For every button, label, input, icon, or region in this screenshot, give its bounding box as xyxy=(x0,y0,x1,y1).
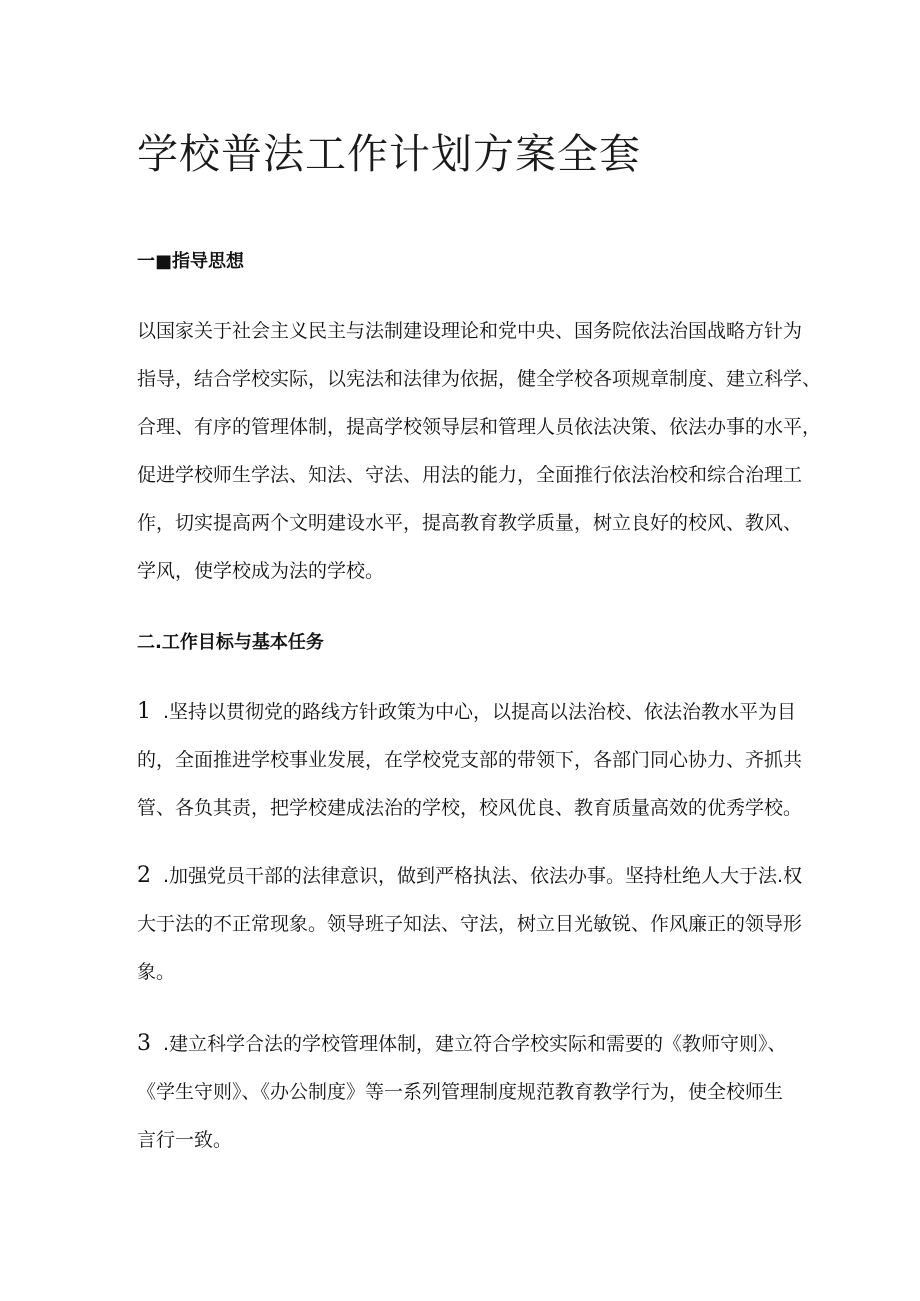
list-item-number: 2 xyxy=(137,863,151,888)
list-item-line: 的，全面推进学校事业发展，在学校党支部的带领下，各部门同心协力、齐抓共 xyxy=(137,749,803,771)
paragraph-line: 合理、有序的管理体制，提高学校领导层和管理人员依法决策、依法办事的水平， xyxy=(137,416,822,438)
paragraph-line: 指导，结合学校实际，以宪法和法律为依据，健全学校各项规章制度、建立科学、 xyxy=(137,368,822,390)
list-item-line: 大于法的不正常现象。领导班子知法、守法，树立目光敏锐、作风廉正的领导形 xyxy=(137,913,803,935)
list-item-line xyxy=(137,1020,807,1068)
list-item-line: 言行一致。 xyxy=(137,1129,233,1151)
list-item-line: 管、各负其责，把学校建成法治的学校，校风优良、教育质量高效的优秀学校。 xyxy=(137,797,803,819)
list-item xyxy=(137,1020,807,1164)
paragraph-line: 学风，使学校成为法的学校。 xyxy=(137,560,385,582)
list-item-number: 3 xyxy=(137,1031,151,1056)
list-item-line xyxy=(137,852,807,900)
list-item-line xyxy=(137,688,807,736)
section-heading-guiding-ideology: 一■指导思想 xyxy=(137,251,245,272)
list-item-number: 1 xyxy=(137,699,151,724)
list-item-line: 《学生守则》、《办公制度》等一系列管理制度规范教育教学行为，使全校师生 xyxy=(137,1081,784,1103)
section-heading-goals-and-tasks: 二.工作目标与基本任务 xyxy=(137,632,324,653)
paragraph-line: 以国家关于社会主义民主与法制建设理论和党中央、国务院依法治国战略方针为 xyxy=(137,320,803,342)
paragraph-line: 促进学校师生学法、知法、守法、用法的能力，全面推行依法治校和综合治理工 xyxy=(137,464,803,486)
list-item xyxy=(137,688,807,832)
list-item-text: .建立科学合法的学校管理体制，建立符合学校实际和需要的《教师守则》、 xyxy=(163,1033,787,1055)
list-item xyxy=(137,852,807,996)
list-item-text: .加强党员干部的法律意识，做到严格执法、依法办事。坚持杜绝人大于法.权 xyxy=(163,865,803,887)
document-title: 学校普法工作计划方案全套 xyxy=(137,130,641,178)
paragraph-line: 作，切实提高两个文明建设水平，提高教育教学质量，树立良好的校风、教风、 xyxy=(137,512,803,534)
list-item-line: 象。 xyxy=(137,961,176,983)
guiding-ideology-paragraph xyxy=(137,307,822,595)
list-item-text: .坚持以贯彻党的路线方针政策为中心，以提高以法治校、依法治教水平为目 xyxy=(163,701,797,723)
